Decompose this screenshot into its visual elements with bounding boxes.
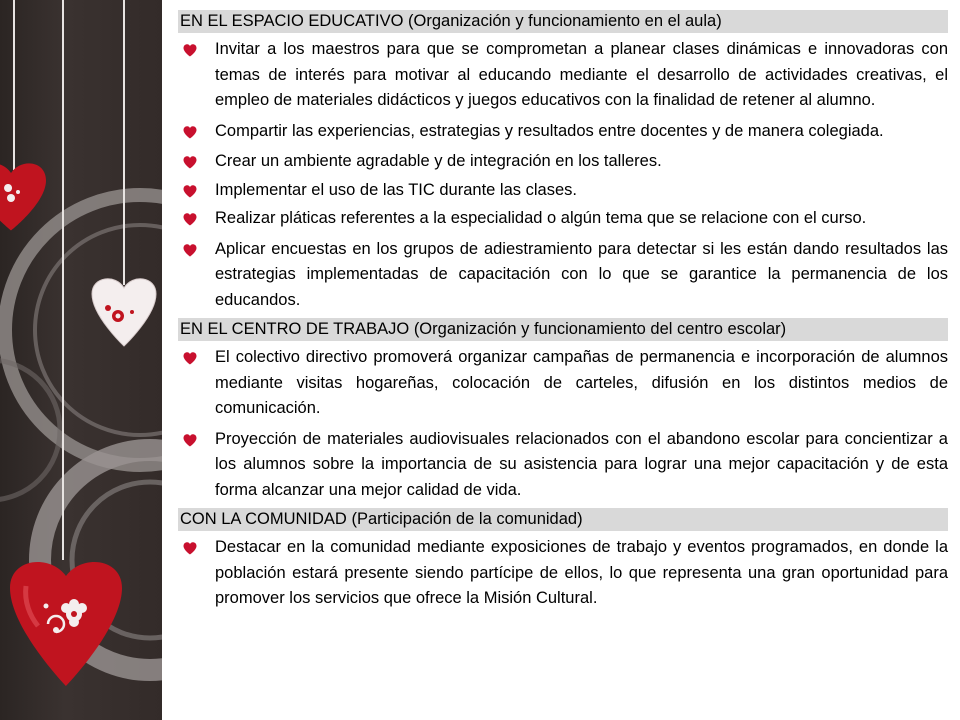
list-item-text: Implementar el uso de las TIC durante las clases. bbox=[215, 180, 577, 199]
list-item bbox=[178, 119, 948, 145]
list-item-text: Realizar pláticas referentes a la especialidad o algún tema que se relacione con el curso. bbox=[215, 209, 867, 227]
heart-icon bbox=[183, 44, 197, 57]
section-header-centro-trabajo bbox=[178, 318, 948, 341]
decoration-artwork bbox=[0, 0, 162, 720]
list-item-text: Invitar a los maestros para que se comprometan a planear clases dinámicas e innovadoras con temas de interés para motivar al educando mediante el desarrollo de actividades creativas, el empleo de materiales didácticos y juegos educativos con la finalidad de retener al alumno. bbox=[215, 40, 948, 109]
list-item-text: Aplicar encuestas en los grupos de adiestramiento para detectar si les están dando resultados las estrategias implementadas de capacitación con lo que se garantice la permanencia de los educandos. bbox=[215, 239, 948, 309]
hanging-heart-icon bbox=[0, 163, 46, 230]
hanging-heart-icon bbox=[92, 279, 156, 346]
list-item bbox=[178, 427, 948, 504]
heart-icon bbox=[183, 352, 197, 365]
heart-icon bbox=[183, 542, 197, 555]
content-area bbox=[178, 10, 948, 617]
section-subtitle: (Organización y funcionamiento en el aula) bbox=[408, 12, 722, 30]
section-header-espacio-educativo bbox=[178, 10, 948, 33]
list-item bbox=[178, 149, 948, 175]
list-item bbox=[178, 206, 948, 232]
list-item-text: El colectivo directivo promoverá organizar campañas de permanencia e incorporación de alumnos mediante visitas hogareñas, colocación de carteles, difusión en los distintos medios de comunicación. bbox=[215, 348, 948, 417]
heart-icon bbox=[183, 244, 197, 257]
list-item bbox=[178, 535, 948, 612]
section-header-comunidad bbox=[178, 508, 948, 531]
section-title: CON LA COMUNIDAD bbox=[180, 510, 347, 528]
list-item-text: Destacar en la comunidad mediante exposiciones de trabajo y eventos programados, en donde la población estará presente siendo partícipe de ellos, lo que representa una gran oportunidad para promover los servicios que ofrece la Misión Cultural. bbox=[215, 538, 948, 607]
heart-icon bbox=[183, 156, 197, 169]
list-item bbox=[178, 237, 948, 314]
heart-icon bbox=[183, 126, 197, 139]
heart-icon bbox=[183, 213, 197, 226]
heart-icon bbox=[183, 434, 197, 447]
section-title: EN EL ESPACIO EDUCATIVO bbox=[180, 12, 404, 30]
section-subtitle: (Organización y funcionamiento del centro escolar) bbox=[413, 320, 787, 338]
decorative-side-panel bbox=[0, 0, 162, 720]
list-item-text: Proyección de materiales audiovisuales relacionados con el abandono escolar para concientizar a los alumnos sobre la importancia de su asistencia para lograr una mejor capacitación y de esta forma alcanzar una mejor calidad de vida. bbox=[215, 429, 948, 499]
list-item bbox=[178, 37, 948, 114]
list-item-text: Crear un ambiente agradable y de integración en los talleres. bbox=[215, 152, 662, 170]
list-item-text: Compartir las experiencias, estrategias y resultados entre docentes y de manera colegiada. bbox=[215, 121, 884, 140]
heart-icon bbox=[183, 185, 197, 198]
list-item bbox=[178, 345, 948, 422]
list-item bbox=[178, 178, 948, 204]
section-title: EN EL CENTRO DE TRABAJO bbox=[180, 320, 410, 338]
section-subtitle: (Participación de la comunidad) bbox=[351, 510, 583, 528]
